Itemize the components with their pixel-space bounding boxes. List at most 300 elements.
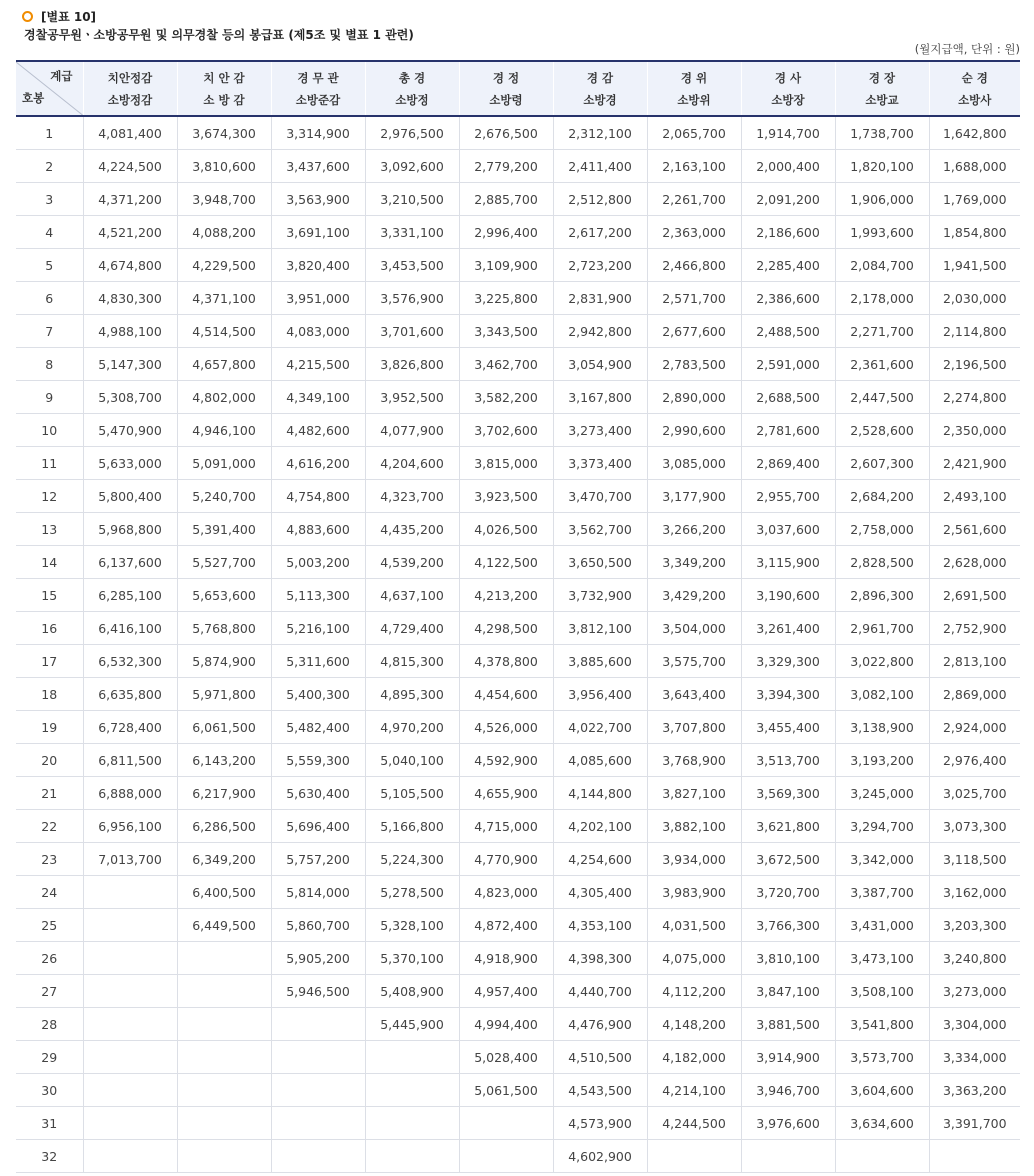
salary-cell	[647, 1140, 741, 1173]
salary-cell: 4,077,900	[365, 414, 459, 447]
salary-cell: 2,779,200	[459, 150, 553, 183]
salary-cell	[271, 1008, 365, 1041]
salary-cell: 3,109,900	[459, 249, 553, 282]
salary-cell: 4,398,300	[553, 942, 647, 975]
salary-cell: 2,114,800	[929, 315, 1020, 348]
salary-cell: 4,088,200	[177, 216, 271, 249]
header-row	[16, 61, 1020, 116]
salary-cell: 3,573,700	[835, 1041, 929, 1074]
salary-cell	[459, 1140, 553, 1173]
salary-cell: 5,308,700	[83, 381, 177, 414]
unit-note: (월지급액, 단위 : 원)	[914, 42, 1020, 56]
salary-cell: 4,122,500	[459, 546, 553, 579]
fire-rank-label: 소방사	[958, 92, 992, 107]
step-cell: 11	[16, 447, 83, 480]
salary-cell: 2,561,600	[929, 513, 1020, 546]
salary-cell: 2,271,700	[835, 315, 929, 348]
salary-cell: 3,240,800	[929, 942, 1020, 975]
table-body	[16, 116, 1020, 1173]
salary-cell: 5,971,800	[177, 678, 271, 711]
salary-cell: 2,386,600	[741, 282, 835, 315]
salary-cell: 5,800,400	[83, 480, 177, 513]
salary-cell: 4,026,500	[459, 513, 553, 546]
salary-cell: 3,210,500	[365, 183, 459, 216]
salary-cell: 2,065,700	[647, 116, 741, 150]
salary-cell: 5,240,700	[177, 480, 271, 513]
salary-cell	[365, 1140, 459, 1173]
salary-cell: 6,061,500	[177, 711, 271, 744]
salary-cell: 3,391,700	[929, 1107, 1020, 1140]
salary-cell: 2,885,700	[459, 183, 553, 216]
salary-cell	[177, 1041, 271, 1074]
salary-cell: 4,148,200	[647, 1008, 741, 1041]
salary-cell: 2,030,000	[929, 282, 1020, 315]
police-rank-label: 총 경	[398, 70, 426, 85]
salary-cell: 2,813,100	[929, 645, 1020, 678]
salary-cell	[83, 876, 177, 909]
salary-cell: 2,285,400	[741, 249, 835, 282]
salary-cell: 3,394,300	[741, 678, 835, 711]
salary-cell	[83, 1074, 177, 1107]
salary-cell: 5,559,300	[271, 744, 365, 777]
step-cell: 32	[16, 1140, 83, 1173]
salary-cell: 4,254,600	[553, 843, 647, 876]
table-row	[16, 942, 1020, 975]
salary-cell: 3,167,800	[553, 381, 647, 414]
salary-cell	[365, 1107, 459, 1140]
salary-cell: 4,988,100	[83, 315, 177, 348]
salary-cell	[365, 1041, 459, 1074]
police-rank-label: 경 사	[774, 70, 802, 85]
salary-cell: 3,720,700	[741, 876, 835, 909]
salary-cell: 4,754,800	[271, 480, 365, 513]
salary-cell: 4,895,300	[365, 678, 459, 711]
salary-cell	[83, 975, 177, 1008]
salary-cell: 4,674,800	[83, 249, 177, 282]
corner-rank-label: 계급	[50, 69, 73, 83]
salary-cell: 3,956,400	[553, 678, 647, 711]
salary-cell: 2,684,200	[835, 480, 929, 513]
salary-cell: 3,294,700	[835, 810, 929, 843]
salary-cell: 4,543,500	[553, 1074, 647, 1107]
salary-cell: 4,022,700	[553, 711, 647, 744]
step-cell: 27	[16, 975, 83, 1008]
salary-cell: 5,630,400	[271, 777, 365, 810]
table-row	[16, 1140, 1020, 1173]
salary-cell	[177, 1008, 271, 1041]
step-cell: 9	[16, 381, 83, 414]
salary-cell: 4,715,000	[459, 810, 553, 843]
step-cell: 13	[16, 513, 83, 546]
salary-cell	[177, 942, 271, 975]
salary-cell: 4,510,500	[553, 1041, 647, 1074]
salary-cell: 5,408,900	[365, 975, 459, 1008]
column-header	[835, 61, 929, 116]
fire-rank-label: 소 방 감	[203, 92, 245, 107]
salary-cell: 3,732,900	[553, 579, 647, 612]
salary-cell: 3,092,600	[365, 150, 459, 183]
salary-cell: 3,847,100	[741, 975, 835, 1008]
table-row	[16, 348, 1020, 381]
salary-cell: 4,729,400	[365, 612, 459, 645]
table-row	[16, 315, 1020, 348]
salary-cell: 5,224,300	[365, 843, 459, 876]
salary-cell: 5,391,400	[177, 513, 271, 546]
salary-cell: 6,635,800	[83, 678, 177, 711]
step-cell: 15	[16, 579, 83, 612]
salary-cell: 3,563,900	[271, 183, 365, 216]
salary-cell: 4,349,100	[271, 381, 365, 414]
salary-cell: 2,783,500	[647, 348, 741, 381]
salary-cell: 1,688,000	[929, 150, 1020, 183]
salary-cell: 2,677,600	[647, 315, 741, 348]
salary-cell: 3,162,000	[929, 876, 1020, 909]
salary-cell: 3,923,500	[459, 480, 553, 513]
table-row	[16, 249, 1020, 282]
table-row	[16, 183, 1020, 216]
salary-cell: 3,815,000	[459, 447, 553, 480]
salary-cell: 4,454,600	[459, 678, 553, 711]
fire-rank-label: 소방정	[395, 92, 429, 107]
salary-cell: 2,571,700	[647, 282, 741, 315]
corner-header	[16, 61, 83, 116]
salary-cell: 2,758,000	[835, 513, 929, 546]
salary-cell: 3,513,700	[741, 744, 835, 777]
salary-cell: 4,830,300	[83, 282, 177, 315]
salary-cell: 4,224,500	[83, 150, 177, 183]
step-cell: 8	[16, 348, 83, 381]
salary-cell	[83, 1140, 177, 1173]
salary-cell: 3,329,300	[741, 645, 835, 678]
salary-cell: 4,440,700	[553, 975, 647, 1008]
table-row	[16, 678, 1020, 711]
salary-cell: 6,217,900	[177, 777, 271, 810]
police-rank-label: 순 경	[961, 70, 988, 85]
salary-cell	[459, 1107, 553, 1140]
salary-cell: 2,691,500	[929, 579, 1020, 612]
police-rank-label: 경 장	[868, 70, 896, 85]
salary-cell: 3,562,700	[553, 513, 647, 546]
salary-cell: 3,810,600	[177, 150, 271, 183]
salary-cell: 3,810,100	[741, 942, 835, 975]
salary-cell: 4,075,000	[647, 942, 741, 975]
salary-cell: 4,994,400	[459, 1008, 553, 1041]
salary-cell: 3,707,800	[647, 711, 741, 744]
step-cell: 3	[16, 183, 83, 216]
salary-cell: 2,421,900	[929, 447, 1020, 480]
salary-cell: 4,770,900	[459, 843, 553, 876]
table-row	[16, 843, 1020, 876]
table-row	[16, 975, 1020, 1008]
salary-cell: 4,081,400	[83, 116, 177, 150]
salary-cell: 4,083,000	[271, 315, 365, 348]
salary-cell: 2,274,800	[929, 381, 1020, 414]
salary-cell: 3,885,600	[553, 645, 647, 678]
salary-cell: 2,869,400	[741, 447, 835, 480]
salary-cell	[83, 942, 177, 975]
salary-cell: 5,105,500	[365, 777, 459, 810]
salary-cell: 2,196,500	[929, 348, 1020, 381]
salary-cell: 6,532,300	[83, 645, 177, 678]
salary-cell: 3,820,400	[271, 249, 365, 282]
step-cell: 2	[16, 150, 83, 183]
step-cell: 18	[16, 678, 83, 711]
salary-cell: 5,968,800	[83, 513, 177, 546]
step-cell: 19	[16, 711, 83, 744]
salary-cell: 4,435,200	[365, 513, 459, 546]
fire-rank-label: 소방정감	[107, 92, 153, 107]
salary-cell: 2,312,100	[553, 116, 647, 150]
salary-cell: 2,488,500	[741, 315, 835, 348]
salary-cell: 3,650,500	[553, 546, 647, 579]
salary-cell: 3,054,900	[553, 348, 647, 381]
table-row	[16, 216, 1020, 249]
police-rank-label: 치 안 감	[203, 70, 245, 85]
salary-cell: 5,040,100	[365, 744, 459, 777]
salary-cell: 4,823,000	[459, 876, 553, 909]
salary-cell: 3,261,400	[741, 612, 835, 645]
salary-cell: 3,946,700	[741, 1074, 835, 1107]
salary-cell: 2,752,900	[929, 612, 1020, 645]
salary-cell: 2,493,100	[929, 480, 1020, 513]
salary-cell: 3,952,500	[365, 381, 459, 414]
table-row	[16, 480, 1020, 513]
salary-cell: 3,702,600	[459, 414, 553, 447]
salary-cell: 2,961,700	[835, 612, 929, 645]
salary-cell: 3,455,400	[741, 711, 835, 744]
salary-cell: 4,112,200	[647, 975, 741, 1008]
column-header	[365, 61, 459, 116]
salary-cell: 5,400,300	[271, 678, 365, 711]
salary-cell: 2,996,400	[459, 216, 553, 249]
salary-cell: 4,970,200	[365, 711, 459, 744]
salary-cell: 4,305,400	[553, 876, 647, 909]
police-rank-label: 치안정감	[107, 70, 153, 85]
fire-rank-label: 소방경	[583, 92, 617, 107]
salary-cell: 4,182,000	[647, 1041, 741, 1074]
salary-cell: 4,514,500	[177, 315, 271, 348]
table-row	[16, 414, 1020, 447]
salary-cell: 4,957,400	[459, 975, 553, 1008]
salary-cell: 5,482,400	[271, 711, 365, 744]
salary-cell: 6,888,000	[83, 777, 177, 810]
salary-cell	[271, 1140, 365, 1173]
salary-cell: 2,261,700	[647, 183, 741, 216]
salary-cell: 3,118,500	[929, 843, 1020, 876]
salary-cell: 3,115,900	[741, 546, 835, 579]
salary-cell: 2,831,900	[553, 282, 647, 315]
step-cell: 7	[16, 315, 83, 348]
salary-cell: 5,757,200	[271, 843, 365, 876]
column-header	[553, 61, 647, 116]
salary-cell: 4,353,100	[553, 909, 647, 942]
salary-cell: 4,539,200	[365, 546, 459, 579]
salary-cell: 5,278,500	[365, 876, 459, 909]
salary-cell	[83, 1107, 177, 1140]
salary-cell: 3,473,100	[835, 942, 929, 975]
salary-cell: 5,028,400	[459, 1041, 553, 1074]
fire-rank-label: 소방장	[771, 92, 805, 107]
fire-rank-label: 소방위	[677, 92, 711, 107]
salary-cell: 5,370,100	[365, 942, 459, 975]
salary-cell: 4,883,600	[271, 513, 365, 546]
salary-cell: 3,085,000	[647, 447, 741, 480]
salary-cell: 5,061,500	[459, 1074, 553, 1107]
salary-cell	[83, 1041, 177, 1074]
salary-cell: 4,371,200	[83, 183, 177, 216]
salary-cell: 5,946,500	[271, 975, 365, 1008]
column-header	[83, 61, 177, 116]
salary-cell: 4,616,200	[271, 447, 365, 480]
salary-cell: 4,085,600	[553, 744, 647, 777]
heading	[22, 8, 414, 43]
salary-cell	[271, 1041, 365, 1074]
salary-cell: 1,941,500	[929, 249, 1020, 282]
salary-cell: 4,521,200	[83, 216, 177, 249]
salary-cell: 3,766,300	[741, 909, 835, 942]
salary-cell: 3,431,000	[835, 909, 929, 942]
step-cell: 28	[16, 1008, 83, 1041]
step-cell: 31	[16, 1107, 83, 1140]
salary-cell: 3,304,000	[929, 1008, 1020, 1041]
salary-cell: 4,215,500	[271, 348, 365, 381]
salary-cell: 1,642,800	[929, 116, 1020, 150]
salary-cell: 5,633,000	[83, 447, 177, 480]
table-row	[16, 447, 1020, 480]
table-row	[16, 513, 1020, 546]
salary-cell: 3,387,700	[835, 876, 929, 909]
table-row	[16, 810, 1020, 843]
step-cell: 17	[16, 645, 83, 678]
table-row	[16, 777, 1020, 810]
salary-cell: 1,820,100	[835, 150, 929, 183]
salary-cell: 4,815,300	[365, 645, 459, 678]
step-cell: 6	[16, 282, 83, 315]
step-cell: 22	[16, 810, 83, 843]
salary-cell: 2,607,300	[835, 447, 929, 480]
salary-cell	[177, 1074, 271, 1107]
salary-cell: 6,285,100	[83, 579, 177, 612]
salary-cell: 3,073,300	[929, 810, 1020, 843]
salary-cell: 4,229,500	[177, 249, 271, 282]
salary-cell: 2,447,500	[835, 381, 929, 414]
salary-cell: 6,728,400	[83, 711, 177, 744]
salary-cell: 3,948,700	[177, 183, 271, 216]
salary-cell: 2,869,000	[929, 678, 1020, 711]
salary-cell: 3,342,000	[835, 843, 929, 876]
step-cell: 12	[16, 480, 83, 513]
fire-rank-label: 소방령	[489, 92, 523, 107]
salary-cell: 4,918,900	[459, 942, 553, 975]
step-cell: 1	[16, 116, 83, 150]
salary-cell: 3,914,900	[741, 1041, 835, 1074]
salary-cell	[177, 975, 271, 1008]
table-row	[16, 909, 1020, 942]
salary-cell: 3,701,600	[365, 315, 459, 348]
salary-cell: 5,166,800	[365, 810, 459, 843]
salary-cell: 3,037,600	[741, 513, 835, 546]
salary-cell: 2,781,600	[741, 414, 835, 447]
salary-cell: 2,591,000	[741, 348, 835, 381]
salary-cell: 3,225,800	[459, 282, 553, 315]
step-cell: 23	[16, 843, 83, 876]
column-header	[177, 61, 271, 116]
salary-cell: 6,416,100	[83, 612, 177, 645]
table-row	[16, 546, 1020, 579]
table-row	[16, 381, 1020, 414]
bullet-circle-icon	[22, 11, 33, 22]
step-cell: 24	[16, 876, 83, 909]
salary-cell: 3,827,100	[647, 777, 741, 810]
salary-cell: 3,462,700	[459, 348, 553, 381]
salary-cell: 6,143,200	[177, 744, 271, 777]
salary-cell: 5,311,600	[271, 645, 365, 678]
salary-cell: 2,896,300	[835, 579, 929, 612]
step-cell: 16	[16, 612, 83, 645]
salary-cell: 5,768,800	[177, 612, 271, 645]
salary-cell: 3,314,900	[271, 116, 365, 150]
salary-cell: 3,266,200	[647, 513, 741, 546]
salary-cell: 3,453,500	[365, 249, 459, 282]
salary-cell: 5,445,900	[365, 1008, 459, 1041]
salary-cell: 2,000,400	[741, 150, 835, 183]
salary-cell: 2,411,400	[553, 150, 647, 183]
salary-cell: 3,363,200	[929, 1074, 1020, 1107]
salary-cell: 4,323,700	[365, 480, 459, 513]
salary-cell	[365, 1074, 459, 1107]
salary-cell: 3,575,700	[647, 645, 741, 678]
salary-cell	[177, 1140, 271, 1173]
salary-cell	[929, 1140, 1020, 1173]
salary-cell: 3,470,700	[553, 480, 647, 513]
salary-cell: 2,990,600	[647, 414, 741, 447]
salary-cell: 1,906,000	[835, 183, 929, 216]
salary-cell: 6,400,500	[177, 876, 271, 909]
salary-cell: 1,738,700	[835, 116, 929, 150]
salary-cell: 4,031,500	[647, 909, 741, 942]
salary-cell: 3,504,000	[647, 612, 741, 645]
salary-cell: 1,769,000	[929, 183, 1020, 216]
salary-cell: 3,177,900	[647, 480, 741, 513]
salary-cell: 2,976,400	[929, 744, 1020, 777]
salary-cell: 2,466,800	[647, 249, 741, 282]
column-header	[741, 61, 835, 116]
step-cell: 21	[16, 777, 83, 810]
salary-cell: 6,449,500	[177, 909, 271, 942]
police-rank-label: 경 무 관	[297, 70, 339, 85]
salary-cell	[271, 1074, 365, 1107]
salary-cell	[83, 1008, 177, 1041]
salary-cell: 4,637,100	[365, 579, 459, 612]
salary-cell: 6,811,500	[83, 744, 177, 777]
salary-cell	[83, 909, 177, 942]
salary-cell: 4,872,400	[459, 909, 553, 942]
salary-cell: 5,905,200	[271, 942, 365, 975]
table-row	[16, 645, 1020, 678]
table-row	[16, 150, 1020, 183]
step-cell: 26	[16, 942, 83, 975]
salary-cell: 2,828,500	[835, 546, 929, 579]
salary-cell: 3,373,400	[553, 447, 647, 480]
salary-cell: 3,437,600	[271, 150, 365, 183]
salary-cell: 1,914,700	[741, 116, 835, 150]
table-row	[16, 612, 1020, 645]
salary-cell: 4,482,600	[271, 414, 365, 447]
salary-cell: 6,286,500	[177, 810, 271, 843]
corner-step-label: 호봉	[22, 91, 45, 105]
salary-cell: 3,576,900	[365, 282, 459, 315]
salary-cell: 3,768,900	[647, 744, 741, 777]
